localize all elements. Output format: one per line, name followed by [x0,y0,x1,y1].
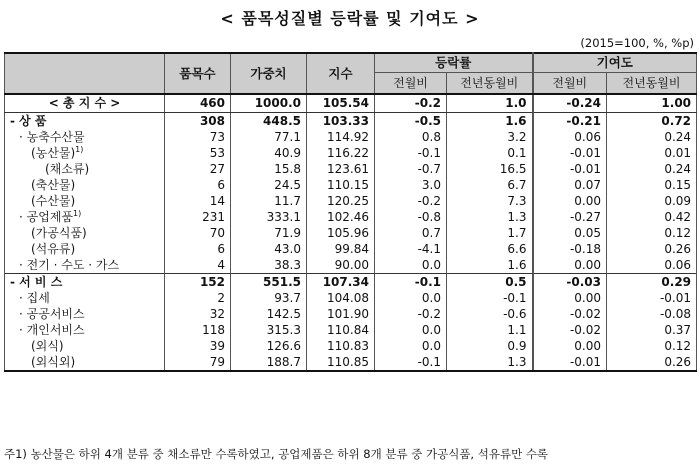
cell-index: 123.61 [307,161,375,177]
cell-change-yoy: 7.3 [447,193,533,209]
table-row [5,193,697,209]
header-yoy: 전년동월비 [447,73,533,95]
table-row [5,177,697,193]
row-label [5,209,165,225]
cell-change-yoy: 3.2 [447,129,533,145]
cell-change-mom: 0.0 [375,257,447,274]
cell-index: 116.22 [307,145,375,161]
cell-contrib-mom: -0.01 [533,145,607,161]
row-label-text: · 공공서비스 [19,307,85,321]
footnote: 주1) 농산물은 하위 4개 분류 중 채소류만 수록하였고, 공업제품은 하위 8개 분류 중 가공식품, 석유류만 수록 [4,447,549,461]
cell-count: 73 [165,129,231,145]
row-label-text: (외식외) [31,355,76,369]
cell-weight: 333.1 [231,209,307,225]
table-row [5,241,697,257]
cell-change-mom: 0.0 [375,290,447,306]
table-row [5,338,697,354]
table-row [5,354,697,371]
header-index: 지수 [307,53,375,94]
cell-change-yoy: 6.7 [447,177,533,193]
cell-contrib-mom: -0.24 [533,94,607,113]
header-weight: 가중치 [231,53,307,94]
table-row [5,322,697,338]
cell-count: 6 [165,177,231,193]
cell-contrib-mom: 0.00 [533,257,607,274]
cell-contrib-yoy: 0.26 [607,354,697,371]
row-label [5,113,165,130]
cell-count: 27 [165,161,231,177]
cell-change-yoy: -0.1 [447,290,533,306]
cell-index: 110.83 [307,338,375,354]
table-row [5,113,697,130]
row-label [5,354,165,371]
cell-weight: 315.3 [231,322,307,338]
cell-weight: 71.9 [231,225,307,241]
cell-count: 79 [165,354,231,371]
row-label-text: (수산물) [31,194,76,208]
header-mom: 전월비 [375,73,447,95]
row-label-text: (축산물) [31,178,76,192]
cell-weight: 38.3 [231,257,307,274]
row-label-text: · 공업제품 [19,210,73,224]
cell-change-yoy: 1.1 [447,322,533,338]
row-label [5,193,165,209]
cell-weight: 15.8 [231,161,307,177]
cell-index: 101.90 [307,306,375,322]
cell-contrib-mom: 0.06 [533,129,607,145]
row-label-text: · 집세 [19,291,50,305]
cell-change-mom: -0.2 [375,193,447,209]
cell-contrib-yoy: 0.37 [607,322,697,338]
cell-count: 14 [165,193,231,209]
header-change-group: 등락률 [375,53,533,73]
cell-index: 114.92 [307,129,375,145]
cell-change-mom: -0.8 [375,209,447,225]
table-title: < 품목성질별 등락률 및 기여도 > [220,9,480,28]
cell-contrib-yoy: 0.12 [607,225,697,241]
cell-weight: 1000.0 [231,94,307,113]
table-row [5,225,697,241]
cell-change-mom: -0.2 [375,306,447,322]
cell-index: 105.54 [307,94,375,113]
cell-count: 118 [165,322,231,338]
row-label-text: (농산물) [31,146,76,160]
cell-change-yoy: 1.6 [447,113,533,130]
cell-index: 105.96 [307,225,375,241]
row-label-text: - 서 비 스 [10,275,63,289]
table-row [5,94,697,113]
cell-contrib-yoy: 0.24 [607,161,697,177]
cell-weight: 142.5 [231,306,307,322]
cell-count: 4 [165,257,231,274]
cell-contrib-yoy: -0.08 [607,306,697,322]
cell-change-mom: -0.1 [375,354,447,371]
table-row [5,274,697,291]
cell-change-mom: 0.8 [375,129,447,145]
cell-count: 152 [165,274,231,291]
row-label [5,290,165,306]
cell-index: 110.85 [307,354,375,371]
cell-change-yoy: 16.5 [447,161,533,177]
table-row [5,209,697,225]
cell-index: 103.33 [307,113,375,130]
table-row [5,257,697,274]
cell-weight: 43.0 [231,241,307,257]
footnote-marker: 1) [73,209,82,218]
cell-count: 231 [165,209,231,225]
row-label [5,322,165,338]
cell-index: 110.15 [307,177,375,193]
cell-contrib-mom: 0.05 [533,225,607,241]
cell-change-yoy: 0.5 [447,274,533,291]
table-row [5,129,697,145]
cell-change-yoy: 1.7 [447,225,533,241]
row-label-text: · 개인서비스 [19,323,85,337]
table-body [5,94,697,371]
cell-contrib-yoy: 0.72 [607,113,697,130]
cell-weight: 24.5 [231,177,307,193]
cell-count: 2 [165,290,231,306]
cell-contrib-mom: -0.27 [533,209,607,225]
cell-contrib-mom: -0.02 [533,306,607,322]
cell-contrib-mom: -0.18 [533,241,607,257]
cell-weight: 448.5 [231,113,307,130]
cell-count: 32 [165,306,231,322]
row-label [5,177,165,193]
cell-contrib-mom: 0.07 [533,177,607,193]
cell-contrib-yoy: 0.29 [607,274,697,291]
cell-count: 39 [165,338,231,354]
cell-change-mom: -4.1 [375,241,447,257]
cell-index: 120.25 [307,193,375,209]
cell-contrib-yoy: 0.24 [607,129,697,145]
header-item [5,53,165,94]
cell-count: 308 [165,113,231,130]
cell-change-mom: 0.0 [375,338,447,354]
row-label [5,225,165,241]
cell-weight: 93.7 [231,290,307,306]
cell-change-yoy: 1.3 [447,209,533,225]
cell-change-yoy: 0.1 [447,145,533,161]
header-contrib-yoy: 전년동월비 [607,73,697,95]
cell-index: 90.00 [307,257,375,274]
table-row [5,145,697,161]
cell-change-mom: -0.1 [375,274,447,291]
header-count: 품목수 [165,53,231,94]
cell-contrib-mom: 0.00 [533,338,607,354]
cell-contrib-yoy: 0.26 [607,241,697,257]
cell-count: 53 [165,145,231,161]
row-label [5,94,165,113]
row-label-text: (채소류) [45,162,90,176]
stats-table [4,52,697,372]
table-row [5,161,697,177]
cell-contrib-mom: -0.03 [533,274,607,291]
cell-change-yoy: 1.3 [447,354,533,371]
cell-contrib-yoy: 0.12 [607,338,697,354]
row-label [5,241,165,257]
cell-weight: 11.7 [231,193,307,209]
cell-change-mom: 0.7 [375,225,447,241]
footnote-marker: 1) [75,145,84,154]
row-label [5,129,165,145]
row-label [5,338,165,354]
cell-contrib-yoy: 0.15 [607,177,697,193]
row-label [5,306,165,322]
cell-count: 460 [165,94,231,113]
cell-weight: 77.1 [231,129,307,145]
cell-contrib-yoy: 0.42 [607,209,697,225]
row-label-text: < 총 지 수 > [48,96,121,110]
cell-index: 102.46 [307,209,375,225]
cell-contrib-mom: 0.00 [533,290,607,306]
cell-index: 110.84 [307,322,375,338]
cell-count: 70 [165,225,231,241]
unit-label: (2015=100, %, %p) [580,36,694,50]
cell-contrib-mom: -0.02 [533,322,607,338]
cell-change-mom: -0.2 [375,94,447,113]
cell-count: 6 [165,241,231,257]
cell-weight: 40.9 [231,145,307,161]
cell-contrib-mom: -0.01 [533,354,607,371]
cell-change-yoy: 6.6 [447,241,533,257]
cell-contrib-yoy: -0.01 [607,290,697,306]
cell-change-yoy: -0.6 [447,306,533,322]
cell-change-mom: -0.7 [375,161,447,177]
row-label-text: (가공식품) [31,226,87,240]
header-contrib-group: 기여도 [533,53,697,73]
row-label [5,274,165,291]
cell-weight: 126.6 [231,338,307,354]
row-label [5,161,165,177]
cell-contrib-mom: 0.00 [533,193,607,209]
cell-index: 107.34 [307,274,375,291]
cell-weight: 188.7 [231,354,307,371]
cell-change-yoy: 1.0 [447,94,533,113]
row-label-text: (석유류) [31,242,76,256]
cell-change-mom: 0.0 [375,322,447,338]
row-label-text: - 상 품 [10,114,47,128]
row-label [5,145,165,161]
row-label-text: · 전기 · 수도 · 가스 [19,258,120,272]
header-contrib-mom: 전월비 [533,73,607,95]
row-label-text: · 농축수산물 [19,130,85,144]
cell-index: 104.08 [307,290,375,306]
cell-index: 99.84 [307,241,375,257]
cell-contrib-yoy: 1.00 [607,94,697,113]
cell-change-mom: -0.1 [375,145,447,161]
row-label [5,257,165,274]
cell-contrib-yoy: 0.06 [607,257,697,274]
cell-weight: 551.5 [231,274,307,291]
cell-contrib-yoy: 0.09 [607,193,697,209]
cell-contrib-mom: -0.21 [533,113,607,130]
cell-change-yoy: 1.6 [447,257,533,274]
row-label-text: (외식) [31,339,64,353]
cell-change-yoy: 0.9 [447,338,533,354]
cell-change-mom: -0.5 [375,113,447,130]
table-row [5,306,697,322]
cell-contrib-mom: -0.01 [533,161,607,177]
cell-change-mom: 3.0 [375,177,447,193]
cell-contrib-yoy: 0.01 [607,145,697,161]
table-row [5,290,697,306]
